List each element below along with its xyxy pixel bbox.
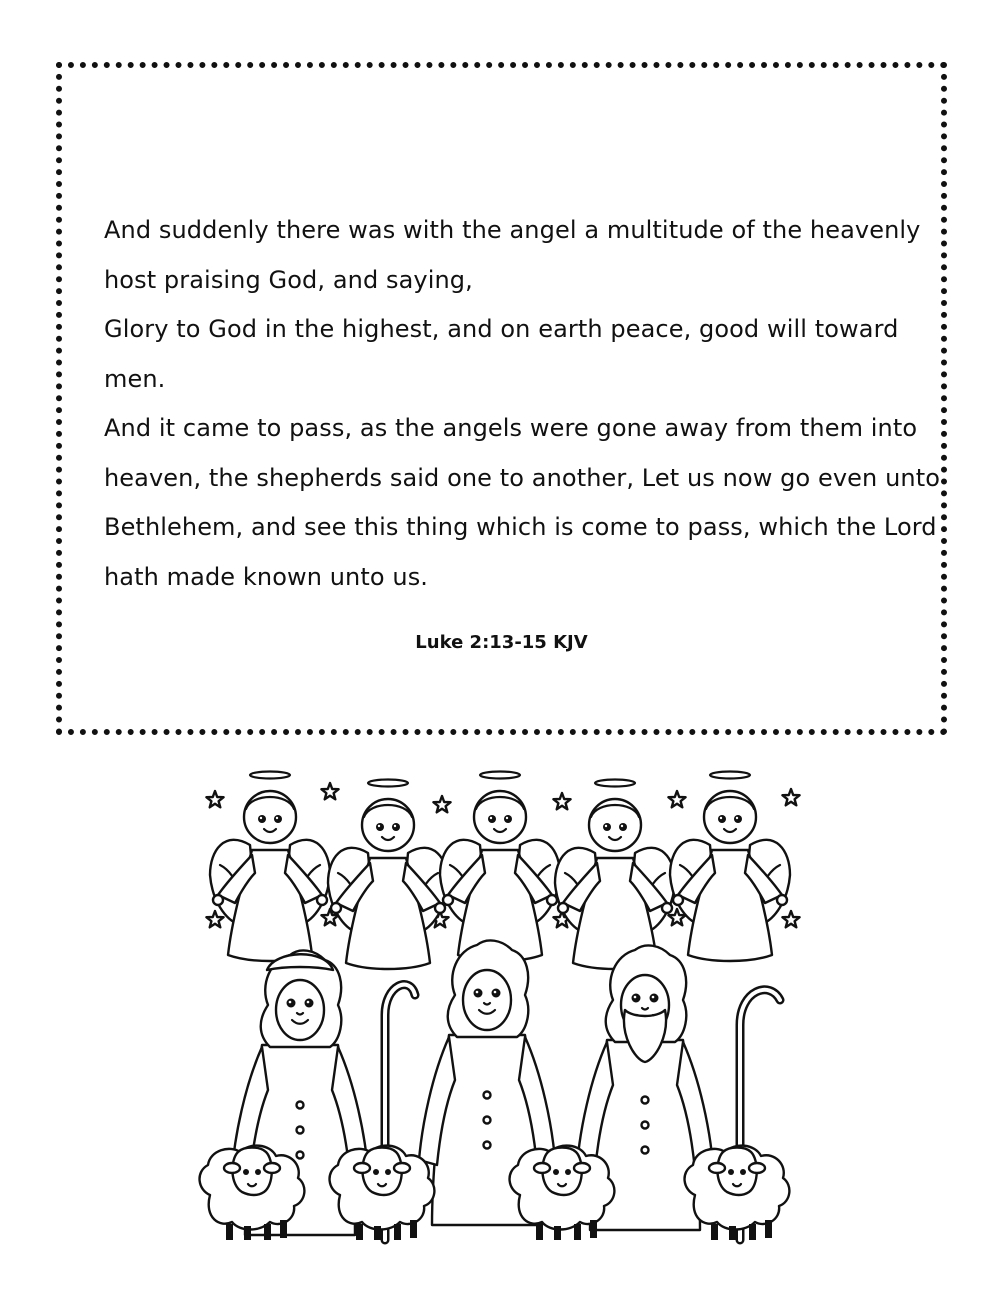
- angel-figure: [670, 772, 790, 962]
- angel-figure: [555, 780, 675, 970]
- verse-reference: Luke 2:13-15 KJV: [415, 632, 588, 653]
- verse-line: And it came to pass, as the angels were gone away from them into: [104, 414, 918, 442]
- verse-line: heaven, the shepherds said one to another, Let us now go even unto: [104, 463, 940, 492]
- angel-figure: [210, 772, 330, 962]
- verse-line: men.: [104, 364, 166, 393]
- angel-figure: [440, 772, 560, 962]
- angel-figure: [328, 780, 448, 970]
- verse-line: And suddenly there was with the angel a multitude of the heavenly: [104, 216, 921, 244]
- verse-line: host praising God, and saying,: [104, 265, 473, 294]
- verse-line: Glory to God in the highest, and on earth peace, good will toward: [104, 315, 899, 343]
- verse-line: hath made known unto us.: [104, 562, 429, 591]
- coloring-illustration: [195, 770, 810, 1260]
- verse-box: [56, 62, 947, 735]
- verse-line: Bethlehem, and see this thing which is come to pass, which the Lord: [104, 513, 937, 541]
- angels-shepherds-sheep-drawing: [195, 770, 810, 1260]
- angels-row: [210, 772, 790, 970]
- verse-text: [104, 206, 940, 602]
